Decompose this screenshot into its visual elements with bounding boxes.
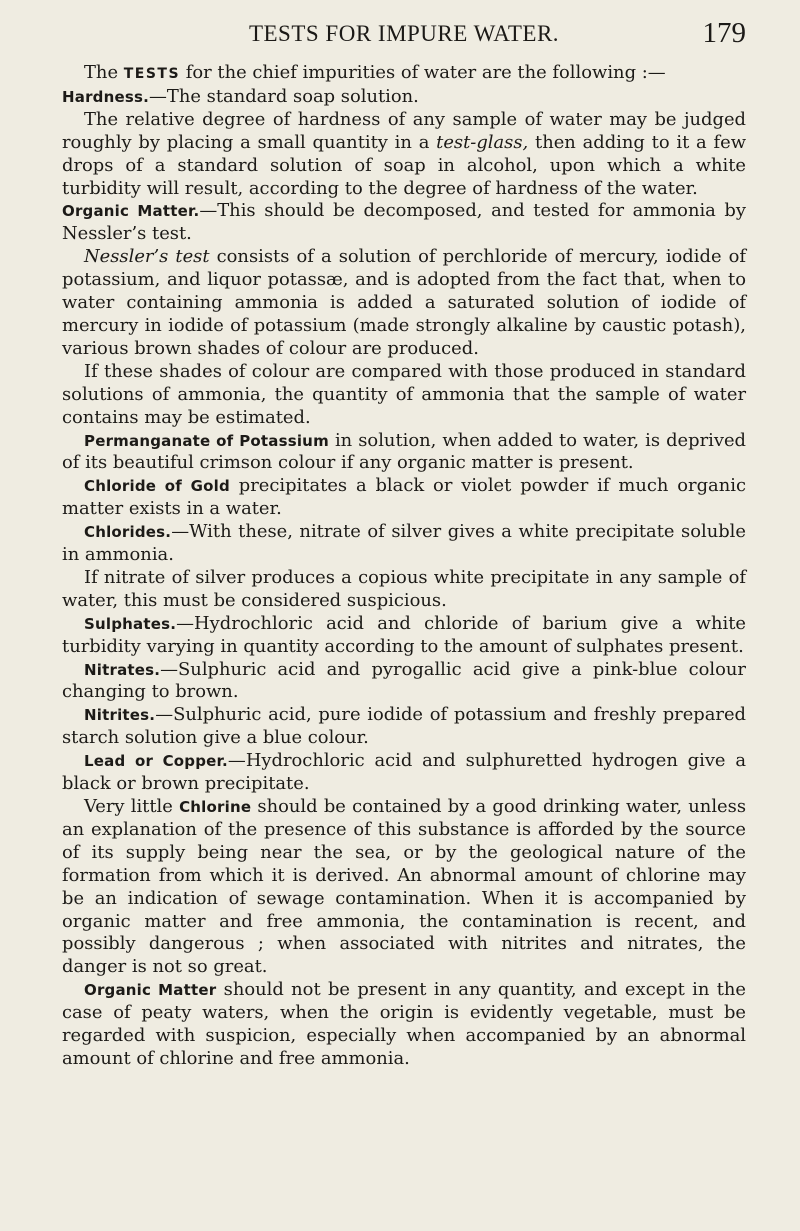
nitrates-heading: Nitrates.	[84, 660, 161, 679]
hardness-para-pre: The relative degree of hardness of any sample of water may be judged roughly by placing a small quantity in a	[62, 108, 746, 153]
chloride-gold-text: precipitates a black or violet powder if much organic matter exists in a water.	[62, 475, 746, 520]
nitrates-entry	[62, 659, 746, 705]
hardness-heading: Hardness.	[62, 87, 150, 106]
sulphates-heading: Sulphates.	[84, 614, 177, 633]
nitrates-text: —Sulphuric acid and pyrogallic acid give a pink-blue colour changing to brown.	[62, 658, 746, 703]
lead-copper-heading: Lead or Copper.	[84, 752, 228, 771]
hardness-entry	[62, 86, 746, 109]
chlorides-heading: Chlorides.	[84, 523, 172, 542]
sulphates-entry	[62, 613, 746, 659]
lead-copper-text: —Hydrochloric acid and sulphuretted hydrogen give a black or brown precipitate.	[62, 750, 747, 795]
lead-copper-entry	[62, 750, 746, 796]
hardness-paragraph	[62, 109, 746, 201]
nitrites-entry	[62, 704, 746, 750]
nessler-em: Nessler’s test	[84, 246, 210, 268]
permanganate-heading: Permanganate of Potassium	[84, 431, 329, 450]
permanganate-entry	[62, 430, 746, 476]
nitrites-text: —Sulphuric acid, pure iodide of potassium and freshly prepared starch solution give a blue colour.	[62, 704, 746, 749]
chlorine-text: should be contained by a good drinking water, unless an explanation of the presence of this substance is afforded by the source of its supply being near the sea, or by the geological nature of the formation from which it is derived. An abnormal amount of chlorine may be an indication of sewage contamination. When it is accompanied by organic matter and free ammonia, the contamination is recent, and possibly dangerous ; when associated with nitrites and nitrates, the danger is not so great.	[62, 796, 747, 978]
intro-pre: The	[84, 62, 124, 83]
chlorides-paragraph-2: If nitrate of silver produces a copious white precipitate in any sample of water, this must be considered suspicious.	[62, 566, 746, 611]
body-text	[62, 62, 746, 1071]
page-number: 179	[702, 17, 746, 49]
nitrites-heading: Nitrites.	[84, 706, 156, 725]
nessler-paragraph	[62, 246, 746, 361]
chlorides-entry	[62, 521, 746, 567]
hardness-para-post: then adding to it a few drops of a standard solution of soap in alcohol, upon which a white turbidity will result, according to the degree of hardness of the water.	[62, 131, 747, 199]
organic-matter-heading: Organic Matter.	[62, 202, 200, 221]
organic-final-heading: Organic Matter	[84, 981, 217, 1000]
intro-paragraph	[62, 62, 746, 86]
hardness-para-em: test-glass,	[436, 131, 529, 153]
sulphates-text: —Hydrochloric acid and chloride of barium give a white turbidity varying in quantity according to the amount of sulphates present.	[62, 612, 746, 657]
chloride-gold-entry	[62, 475, 746, 521]
page-header	[62, 0, 746, 62]
chlorine-pre: Very little	[84, 796, 180, 817]
running-head: TESTS FOR IMPURE WATER.	[248, 21, 560, 46]
nessler-text: consists of a solution of perchloride of mercury, iodide of potassium, and liquor potassæ, and is adopted from the fact that, when to water containing ammonia is added a saturated solution of iodide of mercury in iodide of potassium (made strongly alkaline by caustic potash), various brown shades of colour are produced.	[62, 246, 746, 359]
chlorides-text: —With these, nitrate of silver gives a white precipitate soluble in ammonia.	[62, 521, 746, 566]
nessler-paragraph-2: If these shades of colour are compared with those produced in standard solutions of ammonia, the quantity of ammonia that the sample of water contains may be estimated.	[62, 360, 746, 428]
hardness-text: —The standard soap solution.	[149, 85, 419, 107]
intro-post: for the chief impurities of water are the following :—	[180, 62, 666, 83]
organic-final-text: should not be present in any quantity, and except in the case of peaty waters, when the origin is evidently vegetable, must be regarded with suspicion, especially when accompanied by an abnormal amount of chlorine and free ammonia.	[62, 979, 747, 1069]
organic-final-paragraph	[62, 979, 746, 1071]
permanganate-text: in solution, when added to water, is deprived of its beautiful crimson colour if any organic matter is present.	[62, 429, 746, 474]
chlorine-heading: Chlorine	[179, 798, 252, 816]
chloride-gold-heading: Chloride of Gold	[84, 477, 230, 496]
organic-matter-entry	[62, 200, 746, 246]
tests-word: TESTS	[123, 66, 181, 82]
organic-matter-text: —This should be decomposed, and tested for ammonia by Nessler’s test.	[62, 200, 746, 245]
chlorine-paragraph	[62, 796, 746, 979]
